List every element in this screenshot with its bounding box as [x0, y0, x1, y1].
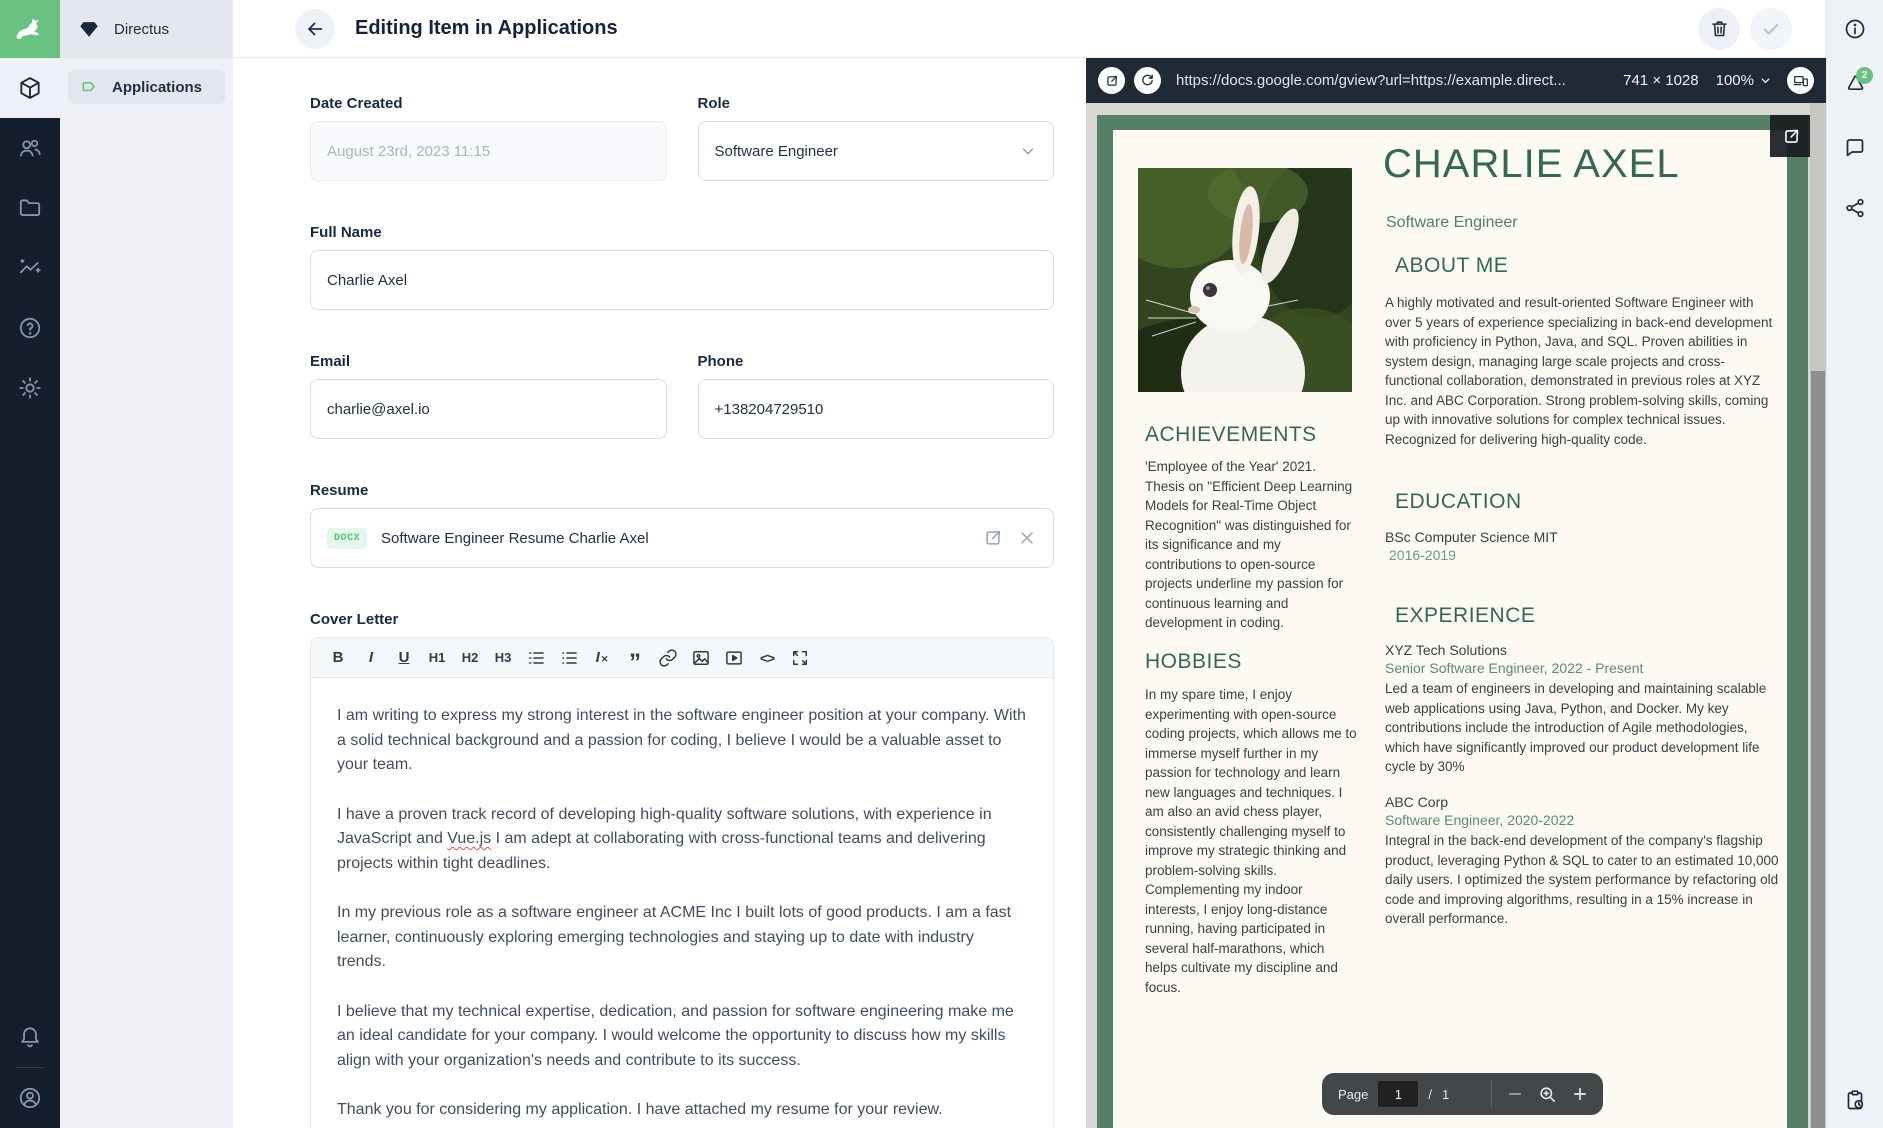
project-name: Directus [114, 20, 170, 38]
back-button[interactable] [295, 9, 335, 49]
open-in-new-icon [1782, 127, 1801, 146]
arrow-left-icon [304, 18, 326, 40]
page-title: Editing Item in Applications [355, 17, 618, 39]
insert-image-button[interactable] [686, 644, 716, 672]
directus-logo[interactable] [0, 0, 60, 58]
chevron-down-icon [1019, 142, 1037, 160]
misspelled-word: Vue.js [447, 830, 492, 847]
phone-label: Phone [697, 353, 744, 370]
revisions-sidebar-button[interactable] [1837, 65, 1873, 101]
user-circle-icon [17, 1085, 43, 1111]
remove-file-button[interactable] [1017, 528, 1037, 548]
project-chooser[interactable] [60, 0, 233, 58]
about-heading: ABOUT ME [1395, 254, 1509, 277]
folder-icon [17, 195, 43, 221]
cover-letter-paragraph: I am writing to express my strong interest in the software engineer position at your company. With a solid technical background and a passion for coding, I believe I would be a valuable asset to your team. [337, 707, 1026, 773]
phone-input[interactable]: +138204729510 [698, 379, 1055, 439]
nav-item-applications[interactable] [68, 70, 225, 104]
cover-letter-paragraph: Thank you for considering my application. I have attached my resume for your review. [337, 1101, 943, 1118]
hobbies-heading: HOBBIES [1145, 650, 1242, 673]
share-icon [1843, 196, 1867, 220]
page-label: Page [1338, 1086, 1369, 1102]
job-role-dates: Senior Software Engineer, 2022 - Present [1385, 660, 1644, 676]
fullscreen-button[interactable] [785, 644, 815, 672]
cover-letter-paragraph: In my previous role as a software engineer at ACME Inc I built lots of good products. I am a fast learner, continuously exploring emerging technologies and staying up to date with industry trends. [337, 904, 1012, 970]
education-school: BSc Computer Science MIT [1385, 529, 1558, 545]
collection-tag-icon [80, 77, 100, 97]
bullet-list-button[interactable] [554, 644, 584, 672]
job-company: ABC Corp [1385, 794, 1449, 810]
module-help[interactable] [0, 298, 60, 358]
resume-document-page [1097, 115, 1808, 1128]
ordered-list-icon [526, 648, 546, 668]
gem-icon [78, 18, 100, 40]
revisions-count-badge: 2 [1856, 67, 1873, 84]
open-document-new-tab-button[interactable] [1770, 115, 1812, 157]
responsive-device-button[interactable] [1787, 67, 1814, 94]
date-created-input[interactable]: August 23rd, 2023 11:15 [310, 121, 667, 181]
rich-text-editor [310, 637, 1054, 1128]
file-type-badge: DOCX [327, 528, 367, 549]
document-scrollbar[interactable] [1810, 103, 1826, 1128]
settings-gear-icon [17, 375, 43, 401]
preview-url-bar [1086, 58, 1826, 103]
zoom-in-button[interactable] [1571, 1085, 1589, 1103]
blockquote-icon: ” [629, 648, 641, 676]
bold-button[interactable]: B [332, 649, 344, 666]
preview-url[interactable]: https://docs.google.com/gview?url=https://example.direct... [1176, 72, 1566, 89]
file-name: Software Engineer Resume Charlie Axel [381, 529, 649, 547]
module-file-library[interactable] [0, 178, 60, 238]
open-file-button[interactable] [983, 528, 1003, 548]
resume-name: CHARLIE AXEL [1383, 142, 1680, 186]
video-icon [724, 648, 744, 668]
italic-button[interactable]: I [368, 649, 374, 666]
document-pager [1322, 1073, 1603, 1115]
save-button[interactable] [1750, 8, 1792, 50]
user-menu-button[interactable] [0, 1068, 60, 1128]
clear-format-icon: I✕ [595, 649, 609, 666]
job-description: Led a team of engineers in developing and maintaining scalable web applications using Java, Python, and Docker. My key contributions include the introduction of Agile methodologies, which have significantly improved our product development life cycle by 30% [1385, 681, 1767, 774]
clear-format-button[interactable] [587, 644, 617, 672]
right-sidebar [1826, 0, 1883, 1128]
full-name-label: Full Name [310, 224, 382, 241]
trash-icon [1709, 18, 1730, 39]
delete-button[interactable] [1698, 8, 1740, 50]
page-total: 1 [1442, 1086, 1450, 1102]
cover-letter-label: Cover Letter [310, 611, 399, 628]
achievements-body: 'Employee of the Year' 2021. Thesis on "Efficient Deep Learning Models for Real-Time Object Recognition" was distinguished for its significance and my contributions to open-source projects underline my passion for continuous learning and development in coding. [1145, 459, 1353, 630]
resume-file-field[interactable] [310, 508, 1054, 568]
preview-zoom-control[interactable]: 100% [1716, 72, 1772, 89]
document-viewer [1086, 103, 1826, 1128]
underline-button[interactable]: U [398, 649, 410, 666]
comment-icon [1843, 135, 1867, 159]
h3-button[interactable]: H3 [494, 650, 512, 665]
date-created-label: Date Created [310, 95, 403, 112]
cover-letter-paragraph: I believe that my technical expertise, dedication, and passion for software engineering make me an ideal candidate for your company. I would welcome the opportunity to discuss how my skills align with your organization's needs and contribute to its success. [337, 1002, 1014, 1069]
cover-letter-editor-body[interactable] [311, 678, 1053, 1128]
education-heading: EDUCATION [1395, 490, 1522, 513]
role-select[interactable]: Software Engineer [698, 121, 1055, 181]
comments-sidebar-button[interactable] [1837, 129, 1873, 165]
job-company: XYZ Tech Solutions [1385, 642, 1507, 658]
image-icon [691, 648, 711, 668]
users-icon [17, 135, 43, 161]
refresh-preview-button[interactable] [1134, 67, 1161, 94]
zoom-magnifier-button[interactable] [1538, 1085, 1557, 1104]
page-separator: / [1428, 1086, 1432, 1102]
h2-button[interactable]: H2 [461, 650, 479, 665]
nav-sidebar [60, 0, 233, 1128]
h1-button[interactable]: H1 [428, 650, 446, 665]
bullet-list-icon [559, 648, 579, 668]
zoom-out-button[interactable] [1506, 1085, 1524, 1103]
help-icon [17, 315, 43, 341]
resume-job-title: Software Engineer [1386, 214, 1518, 231]
email-label: Email [310, 353, 351, 370]
insert-video-button[interactable] [719, 644, 749, 672]
rabbit-logo-icon [13, 12, 47, 46]
nav-item-label: Applications [112, 78, 203, 96]
activity-sidebar-button[interactable] [1837, 1082, 1873, 1118]
module-settings[interactable] [0, 358, 60, 418]
code-button[interactable]: <> [759, 649, 775, 666]
page-number-input[interactable]: 1 [1378, 1081, 1418, 1107]
share-sidebar-button[interactable] [1837, 190, 1873, 226]
about-body: A highly motivated and result-oriented Software Engineer with over 5 years of experience specializing in back-end development with proficiency in Python, Java, and SQL. Proven abilities in system design, managing large scale projects and cross-functional collaboration, demonstrated in previous roles at XYZ Inc. and ABC Corporation. Strong problem-solving skills, coming up with innovative solutions for complex technical issues. Recognized for delivering high-quality code. [1385, 295, 1773, 447]
module-bar [0, 0, 60, 1128]
ordered-list-button[interactable] [521, 644, 551, 672]
info-sidebar-button[interactable] [1837, 11, 1873, 47]
item-edit-form [233, 58, 1086, 1128]
page-header [233, 0, 1826, 58]
job-description: Integral in the back-end development of the company's flagship product, leveraging Python & SQL to cater to an estimated 10,000 daily users. I optimized the system performance by refactoring old code and improving algorithms, resulting in a 15% increase in overall performance. [1385, 833, 1779, 926]
revisions-icon [1843, 71, 1867, 95]
link-button[interactable] [653, 644, 683, 672]
scrollbar-thumb[interactable] [1811, 371, 1825, 1128]
module-user-directory[interactable] [0, 118, 60, 178]
fullscreen-icon [790, 648, 810, 668]
activity-clipboard-icon [1843, 1088, 1867, 1112]
bell-icon [17, 1024, 43, 1050]
check-icon [1760, 18, 1782, 40]
open-preview-new-tab-button[interactable] [1098, 67, 1125, 94]
live-preview-panel [1086, 58, 1826, 1128]
info-icon [1843, 17, 1867, 41]
resume-label: Resume [310, 482, 369, 499]
blockquote-button[interactable] [620, 644, 650, 676]
insights-icon [17, 255, 43, 281]
preview-dimensions: 741 × 1028 [1623, 72, 1699, 89]
editor-toolbar [311, 638, 1053, 678]
education-years: 2016-2019 [1389, 547, 1456, 563]
link-icon [658, 648, 678, 668]
achievements-heading: ACHIEVEMENTS [1145, 423, 1317, 446]
module-insights[interactable] [0, 238, 60, 298]
cover-letter-paragraph: I have a proven track record of developing high-quality software solutions, with experience in JavaScript and Vue.js I am adept at collaborating with cross-functional teams and delivering projects within tight deadlines. [337, 805, 992, 872]
box-icon [17, 75, 43, 101]
full-name-input[interactable]: Charlie Axel [310, 250, 1054, 310]
experience-heading: EXPERIENCE [1395, 604, 1536, 627]
module-content[interactable] [0, 58, 60, 118]
notifications-button[interactable] [0, 1007, 60, 1067]
role-label: Role [697, 95, 731, 112]
job-role-dates: Software Engineer, 2020-2022 [1385, 812, 1575, 828]
applicant-photo [1138, 168, 1352, 392]
hobbies-body: In my spare time, I enjoy experimenting with open-source coding projects, which allows me to immerse myself further in my passion for technology and learn new languages and techniques. I am also an avid chess player, consistently challenging myself to improve my strategic thinking and problem-solving skills. Complementing my indoor interests, I enjoy long-distance running, having participated in several half-marathons, which helps cultivate my discipline and focus. [1145, 687, 1357, 995]
email-input[interactable]: charlie@axel.io [310, 379, 667, 439]
chevron-down-icon [1759, 74, 1772, 87]
